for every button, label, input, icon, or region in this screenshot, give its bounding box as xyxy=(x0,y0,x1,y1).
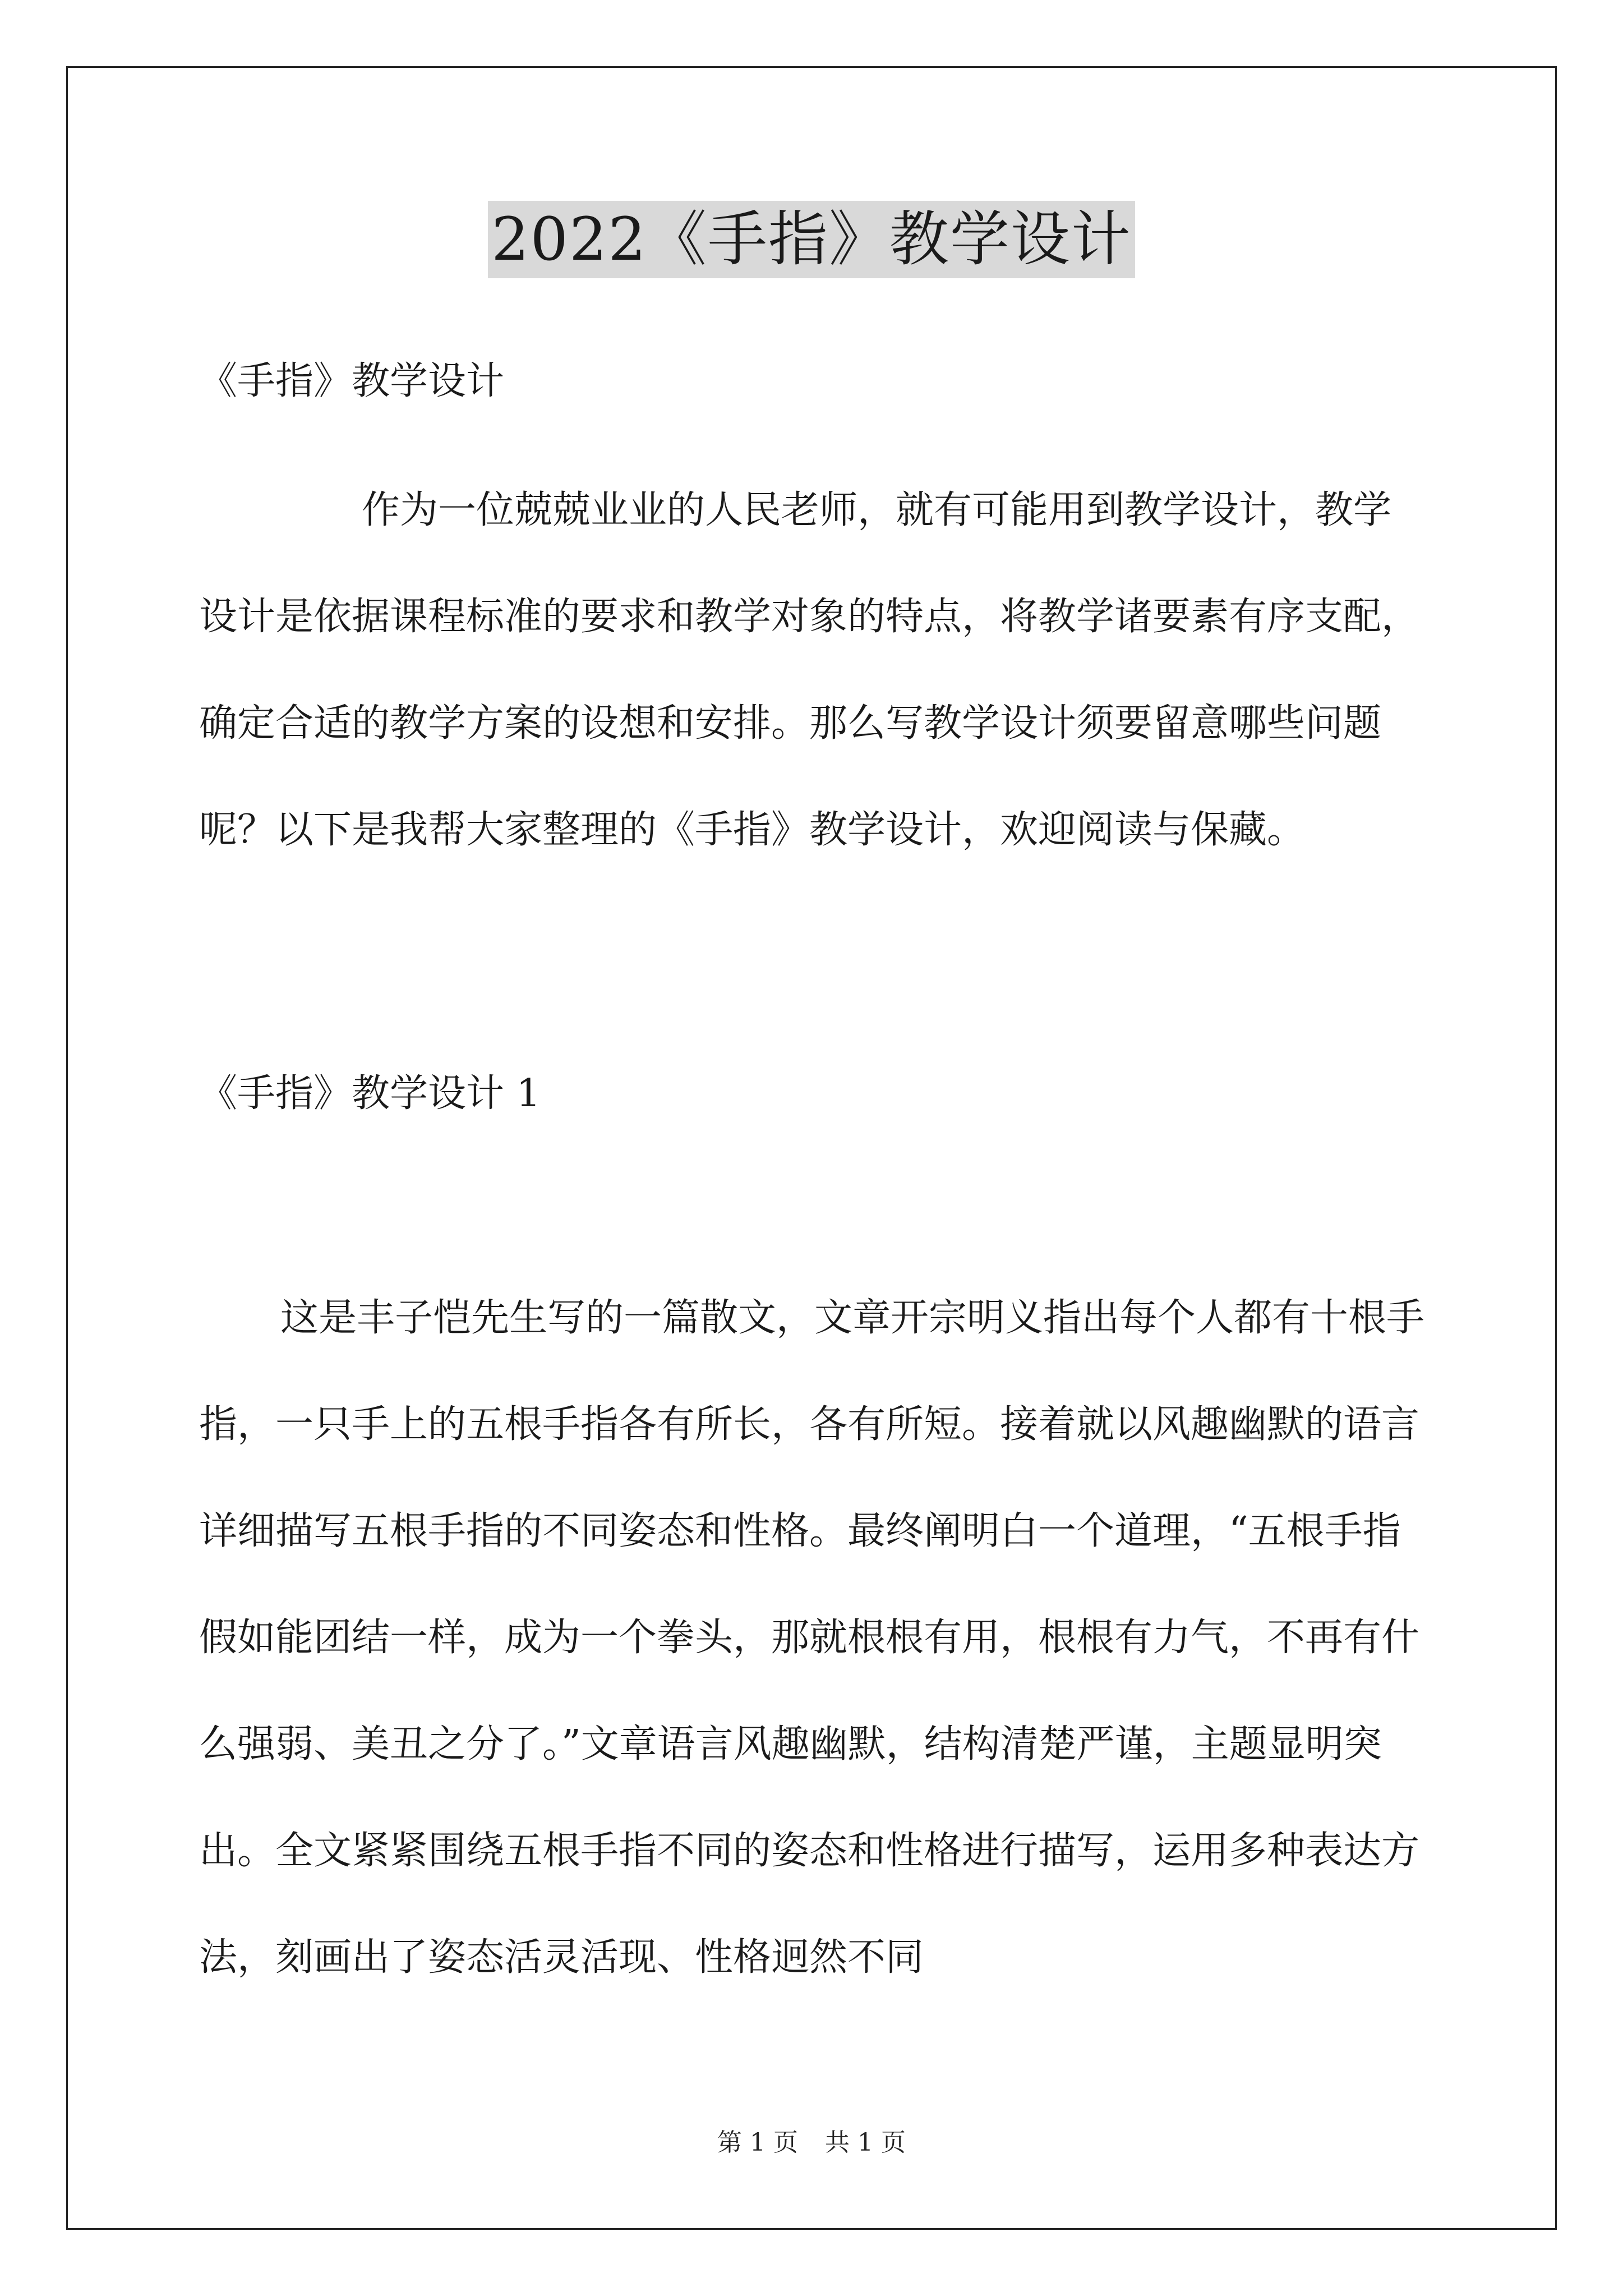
document-title: 2022《手指》教学设计 xyxy=(488,201,1135,278)
page-total: 共 1 页 xyxy=(825,2128,906,2157)
page-footer xyxy=(0,2126,1623,2160)
page-number: 第 1 页 xyxy=(717,2128,798,2157)
title-container xyxy=(0,201,1623,278)
section-heading: 《手指》教学设计 1 xyxy=(199,1071,541,1116)
intro-paragraph: 作为一位兢兢业业的人民老师，就有可能用到教学设计，教学设计是依据课程标准的要求和教学对象的特点，将教学诸要素有序支配，确定合适的教学方案的设想和安排。那么写教学设计须要留意哪些问题呢？以下是我帮大家整理的《手指》教学设计，欢迎阅读与保藏。 xyxy=(199,488,1420,852)
section-paragraph: 这是丰子恺先生写的一篇散文，文章开宗明义指出每个人都有十根手指，一只手上的五根手指各有所长，各有所短。接着就以风趣幽默的语言详细描写五根手指的不同姿态和性格。最终阐明白一个道理，“五根手指假如能团结一样，成为一个拳头，那就根根有用，根根有力气，不再有什么强弱、美丑之分了。”文章语言风趣幽默，结构清楚严谨，主题显明突出。全文紧紧围绕五根手指不同的姿态和性格进行描写，运用多种表达方法，刻画出了姿态活灵活现、性格迥然不同 xyxy=(199,1296,1425,1980)
document-subtitle: 《手指》教学设计 xyxy=(199,359,505,403)
